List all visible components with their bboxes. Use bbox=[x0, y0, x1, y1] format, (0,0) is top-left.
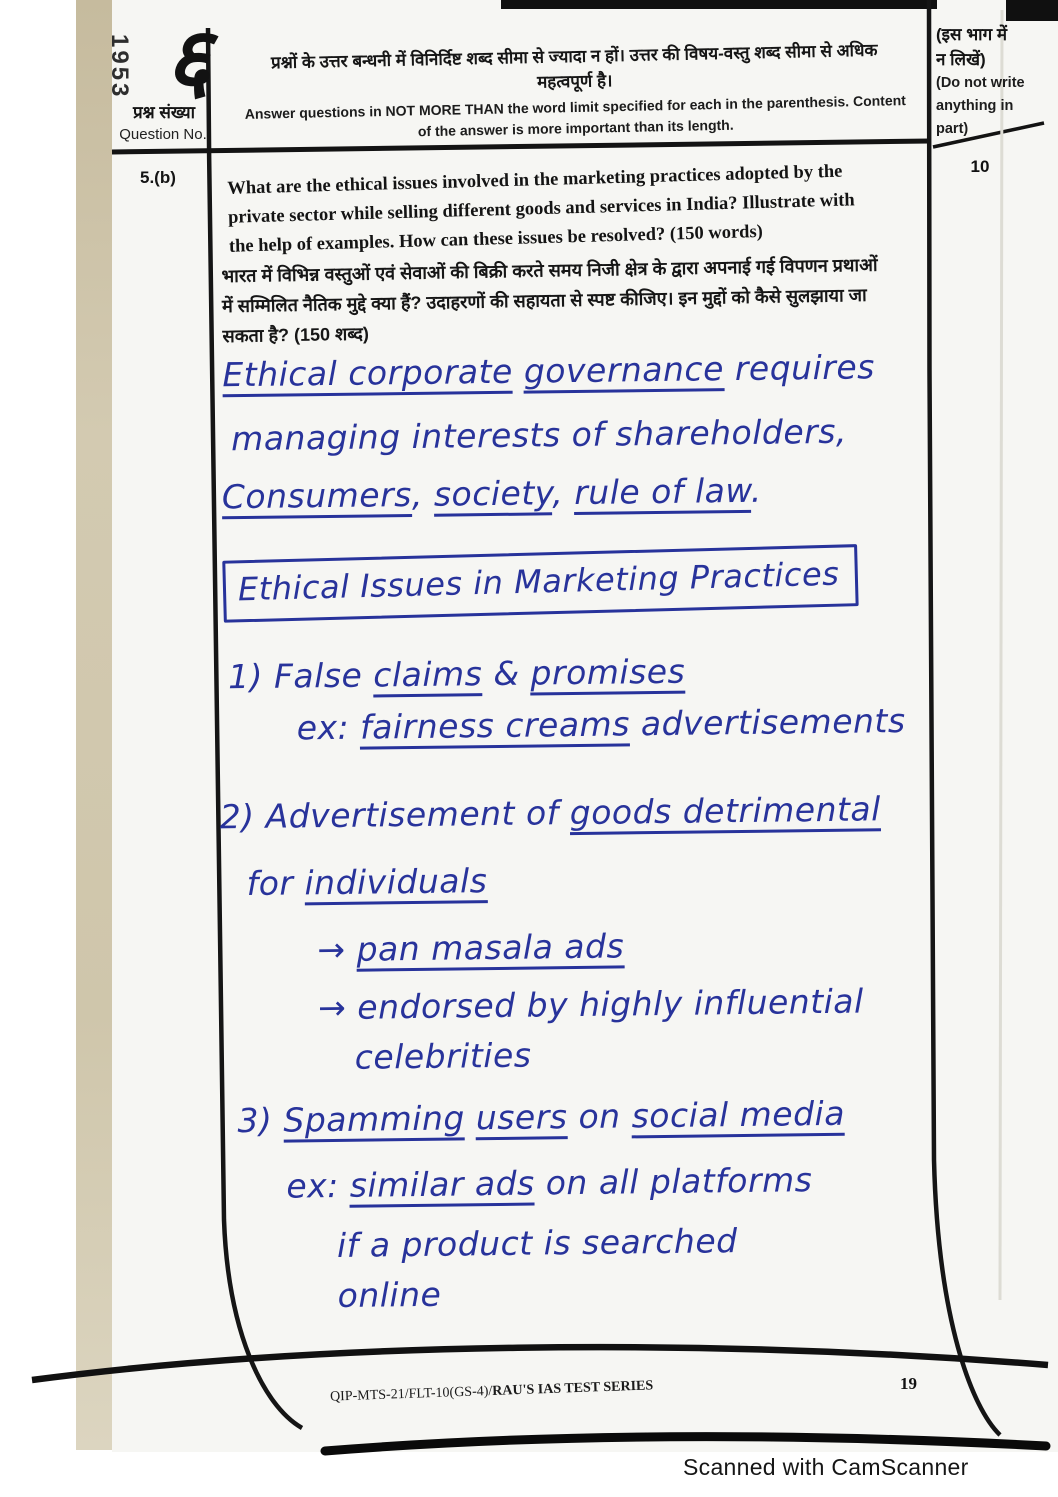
marks-badge: 10 bbox=[970, 157, 990, 176]
answer-lines bbox=[214, 342, 940, 1323]
handwritten-line: Ethical corporate governance requires bbox=[222, 342, 929, 401]
handwritten-question-mark: ६ bbox=[162, 4, 216, 112]
handwritten-line: ex: similar ads on all platforms bbox=[286, 1154, 939, 1212]
question-en-line1: What are the ethical issues involved in the marketing practices adopted by the bbox=[227, 161, 843, 199]
handwritten-line: if a product is searched bbox=[336, 1221, 738, 1265]
page-edge-strip bbox=[76, 0, 112, 1450]
question-hi-line2: में सम्मिलित नैतिक मुद्दे क्या हैं? उदाहरणों की सहायता से स्पष्ट कीजिए। इन मुद्दों को कैसे सुलझाया जा bbox=[221, 284, 867, 317]
question-en-line3: the help of examples. How can these issues be resolved? (150 words) bbox=[228, 221, 764, 257]
margin-note-en bbox=[936, 72, 1036, 141]
handwritten-line: online bbox=[337, 1274, 442, 1315]
handwritten-line: Consumers, society, rule of law. bbox=[222, 464, 931, 523]
question-text-hindi bbox=[221, 249, 936, 351]
instruction-hindi-line1: प्रश्नों के उत्तर बन्धनी में विनिर्दिष्ट शब्द सीमा से ज्यादा न हों। उत्तर की विषय-वस्तु शब्द सीमा से अधिक bbox=[270, 40, 878, 73]
margin-note-line: anything in bbox=[936, 98, 1014, 114]
answer-heading-boxed: Ethical Issues in Marketing Practices bbox=[222, 544, 859, 623]
scan-artifact-top-bar bbox=[501, 0, 937, 9]
margin-note-line: न लिखें) bbox=[936, 50, 986, 69]
page-number: 19 bbox=[900, 1374, 917, 1393]
question-hi-line3: सकता है? (150 शब्द) bbox=[222, 323, 370, 347]
handwritten-line: → pan masala ads bbox=[317, 918, 936, 976]
margin-note-line: (इस भाग में bbox=[936, 25, 1008, 44]
handwritten-line: → endorsed by highly influential bbox=[317, 981, 864, 1028]
camscanner-watermark: Scanned with CamScanner bbox=[683, 1454, 969, 1480]
margin-note-hi bbox=[936, 22, 1036, 72]
handwritten-line: ex: fairness creams advertisements bbox=[296, 696, 933, 754]
handwritten-line: for individuals bbox=[246, 851, 935, 909]
handwritten-line: managing interests of shareholders, bbox=[230, 411, 848, 459]
margin-note bbox=[936, 22, 1036, 141]
instructions bbox=[221, 37, 929, 147]
instruction-english-line1: Answer questions in NOT MORE THAN the word limit specified for each in the parenthesis. Content bbox=[244, 92, 907, 122]
scan-artifact-corner-bar bbox=[1006, 0, 1058, 21]
question-number: 5.(b) bbox=[140, 168, 176, 187]
margin-note-line: part) bbox=[936, 121, 969, 137]
question-hi-line1: भारत में विभिन्न वस्तुओं एवं सेवाओं की बिक्री करते समय निजी क्षेत्र के द्वारा अपनाई गई विपणन प्रथाओं bbox=[221, 254, 878, 287]
handwritten-line: 3) Spamming users on social media bbox=[237, 1088, 938, 1147]
margin-note-line: (Do not write bbox=[936, 75, 1025, 91]
instruction-english-line2: of the answer is more important than its length. bbox=[417, 116, 734, 140]
handwritten-line: 1) False claims & promises bbox=[227, 651, 686, 697]
handwritten-line: celebrities bbox=[354, 1035, 532, 1077]
question-en-line2: private sector while selling different goods and services in India? Illustrate with bbox=[227, 190, 855, 228]
handwritten-line: 2) Advertisement of goods detrimental bbox=[219, 789, 882, 837]
question-no-label-english: Question No. bbox=[119, 126, 207, 143]
booklet-serial: 1953 bbox=[106, 34, 133, 100]
footer-code: QIP-MTS-21/FLT-10(GS-4)/RAU'S IAS TEST SERIES bbox=[329, 1378, 654, 1405]
question-no-label-hindi: प्रश्न संख्या bbox=[132, 103, 196, 122]
instruction-hindi-line2: महत्वपूर्ण है। bbox=[536, 71, 613, 92]
